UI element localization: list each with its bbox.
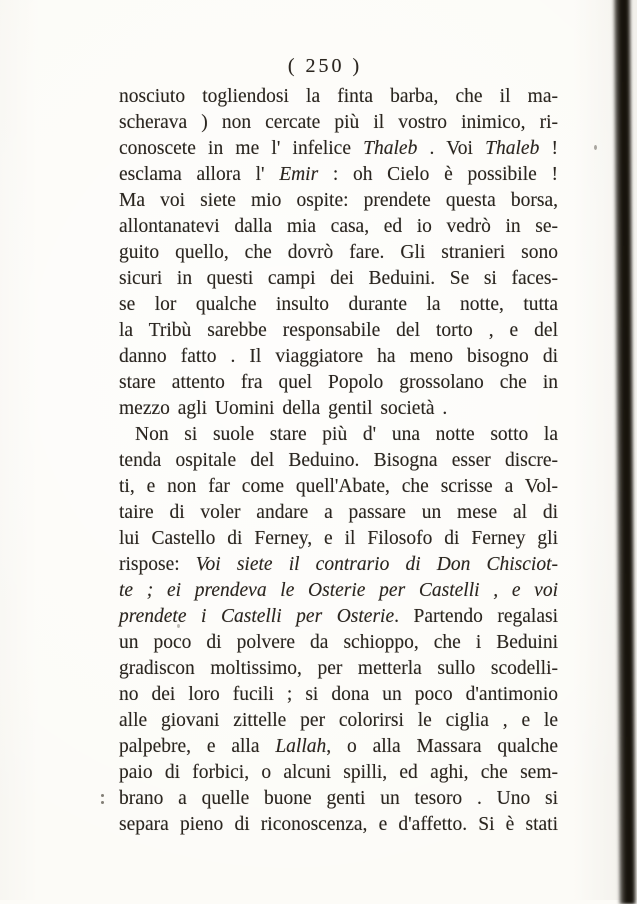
text-line bbox=[119, 110, 558, 136]
text-segment: Ma voi siete mio ospite: prendete questa borsa, bbox=[119, 190, 558, 211]
text-line bbox=[119, 734, 558, 760]
text-segment: ti, e non far come quell'Abate, che scrisse a Vol- bbox=[119, 476, 558, 497]
text-line bbox=[119, 240, 558, 266]
text-line bbox=[119, 812, 558, 838]
text-line bbox=[119, 266, 558, 292]
italic-text-segment: prendete i Castelli per Osterie bbox=[119, 606, 395, 627]
text-segment: scherava ) non cercate più il vostro inimico, ri- bbox=[119, 112, 558, 133]
text-line bbox=[119, 84, 558, 110]
text-segment: la Tribù sarebbe responsabile del torto , e del bbox=[119, 320, 558, 341]
text-line bbox=[119, 162, 558, 188]
scan-artifact bbox=[101, 794, 104, 797]
text-segment: conoscete in me l' infelice bbox=[119, 138, 364, 159]
text-segment: guito quello, che dovrò fare. Gli stranieri sono bbox=[119, 242, 558, 263]
text-line bbox=[119, 370, 558, 396]
text-line bbox=[119, 474, 558, 500]
text-line bbox=[119, 214, 558, 240]
scan-artifact bbox=[177, 624, 180, 628]
text-segment: se lor qualche insulto durante la notte, tutta bbox=[119, 294, 558, 315]
italic-text-segment: Thaleb bbox=[485, 138, 540, 159]
text-segment: alle giovani zittelle per colorirsi le ciglia , e le bbox=[119, 710, 558, 731]
text-line bbox=[119, 526, 558, 552]
text-line bbox=[119, 396, 558, 422]
text-segment: . Partendo regalasi bbox=[394, 606, 558, 627]
text-segment: no dei loro fucili ; si dona un poco d'antimonio bbox=[119, 684, 558, 705]
text-line bbox=[119, 552, 558, 578]
text-segment: esclama allora l' bbox=[119, 164, 280, 185]
text-segment: rispose: bbox=[119, 554, 196, 575]
text-segment: danno fatto . Il viaggiatore ha meno bisogno di bbox=[119, 346, 558, 367]
text-segment: ! bbox=[539, 138, 559, 159]
text-segment: stare attento fra quel Popolo grossolano che in bbox=[119, 372, 558, 393]
text-segment: mezzo agli Uomini della gentil società . bbox=[119, 398, 448, 419]
text-line bbox=[119, 318, 558, 344]
text-segment: separa pieno di riconoscenza, e d'affetto. Si è stati bbox=[119, 814, 558, 835]
text-segment: allontanatevi dalla mia casa, ed io vedrò in se- bbox=[119, 216, 558, 237]
text-line bbox=[119, 682, 558, 708]
text-segment: lui Castello di Ferney, e il Filosofo di Ferney gli bbox=[119, 528, 558, 549]
text-line bbox=[119, 292, 558, 318]
text-line bbox=[119, 188, 558, 214]
text-segment: brano a quelle buone genti un tesoro . Uno si bbox=[119, 788, 558, 809]
text-segment: taire di voler andare a passare un mese al di bbox=[119, 502, 558, 523]
text-line bbox=[119, 656, 558, 682]
text-line bbox=[119, 786, 558, 812]
text-line bbox=[119, 708, 558, 734]
text-line bbox=[119, 578, 558, 604]
text-line bbox=[119, 344, 558, 370]
book-edge-shadow bbox=[612, 0, 637, 904]
text-segment: paio di forbici, o alcuni spilli, ed aghi, che sem- bbox=[119, 762, 558, 783]
scan-artifact bbox=[101, 801, 104, 804]
text-segment: gradiscon moltissimo, per metterla sullo scodelli- bbox=[119, 658, 558, 679]
page-number: ( 250 ) bbox=[287, 55, 363, 77]
text-segment: sicuri in questi campi dei Beduini. Se si faces- bbox=[119, 268, 558, 289]
text-segment: nosciuto togliendosi la finta barba, che il ma- bbox=[119, 86, 558, 107]
text-line bbox=[119, 500, 558, 526]
text-line bbox=[119, 422, 558, 448]
text-line bbox=[119, 136, 558, 162]
text-line bbox=[119, 604, 558, 630]
text-segment: , o alla Massara qualche bbox=[326, 736, 558, 757]
text-segment: Non si suole stare più d' una notte sotto la bbox=[135, 424, 558, 445]
text-segment: un poco di polvere da schioppo, che i Beduini bbox=[119, 632, 558, 653]
text-segment: palpebre, e alla bbox=[119, 736, 276, 757]
text-line bbox=[119, 448, 558, 474]
text-segment: . Voi bbox=[417, 138, 486, 159]
text-line bbox=[119, 760, 558, 786]
text-line bbox=[119, 630, 558, 656]
italic-text-segment: Voi siete il contrario di Don Chisciot- bbox=[195, 554, 558, 575]
text-block bbox=[119, 84, 558, 838]
text-segment: : oh Cielo è possibile ! bbox=[318, 164, 558, 185]
italic-text-segment: Emir bbox=[279, 164, 319, 185]
text-segment: tenda ospitale del Beduino. Bisogna esser discre- bbox=[119, 450, 558, 471]
italic-text-segment: Thaleb bbox=[363, 138, 418, 159]
italic-text-segment: te ; ei prendeva le Osterie per Castelli , e voi bbox=[119, 580, 558, 601]
scan-artifact bbox=[594, 145, 597, 150]
italic-text-segment: Lallah bbox=[275, 736, 327, 757]
